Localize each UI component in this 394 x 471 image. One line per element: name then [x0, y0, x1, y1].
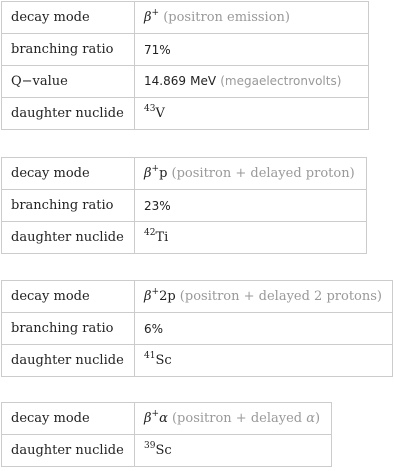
- daughter-nuclide-label: daughter nuclide: [2, 435, 135, 467]
- decay-mode-suffix: 2p: [159, 289, 176, 304]
- table-row: [2, 158, 367, 190]
- q-value-unit-description: (megaelectronvolts): [220, 74, 342, 88]
- table-row: [2, 98, 369, 130]
- branching-ratio-label: branching ratio: [2, 313, 135, 345]
- table-row: [2, 222, 367, 254]
- element-symbol: Sc: [155, 443, 172, 458]
- decay-table-positron-emission: [1, 1, 369, 130]
- mass-number: 41: [144, 351, 156, 361]
- decay-table-positron-delayed-2-protons: [1, 280, 393, 377]
- decay-mode-label: decay mode: [2, 2, 135, 34]
- q-value-label: Q−value: [2, 66, 135, 98]
- daughter-nuclide-value: [135, 345, 393, 377]
- branching-ratio-label: branching ratio: [2, 34, 135, 66]
- decay-mode-label: decay mode: [2, 403, 135, 435]
- decay-table-positron-delayed-alpha: [1, 402, 332, 467]
- daughter-nuclide-label: daughter nuclide: [2, 345, 135, 377]
- decay-mode-value: [135, 403, 332, 435]
- beta-symbol: β: [144, 10, 152, 25]
- branching-ratio-label: branching ratio: [2, 190, 135, 222]
- decay-mode-description: (positron + delayed 2 protons): [179, 289, 382, 304]
- mass-number: 42: [144, 228, 156, 238]
- decay-mode-label: decay mode: [2, 158, 135, 190]
- daughter-nuclide-value: [135, 435, 332, 467]
- decay-mode-value: [135, 158, 367, 190]
- table-row: [2, 403, 332, 435]
- plus-superscript: +: [151, 409, 160, 419]
- beta-symbol: β: [144, 166, 152, 181]
- table-row: [2, 281, 393, 313]
- plus-superscript: +: [151, 8, 160, 18]
- table-row: [2, 345, 393, 377]
- q-value-unit: MeV: [190, 74, 217, 88]
- decay-mode-description-text: (positron + delayed: [171, 411, 303, 426]
- daughter-nuclide-value: [135, 222, 367, 254]
- branching-ratio-value: 6%: [135, 313, 393, 345]
- table-row: [2, 313, 393, 345]
- daughter-nuclide-value: [135, 98, 369, 130]
- decay-mode-label: decay mode: [2, 281, 135, 313]
- mass-number: 43: [144, 104, 156, 114]
- element-symbol: Ti: [155, 230, 169, 245]
- element-symbol: V: [155, 106, 165, 121]
- plus-superscript: +: [151, 164, 160, 174]
- branching-ratio-value: 71%: [135, 34, 369, 66]
- table-row: [2, 435, 332, 467]
- decay-mode-suffix: α: [159, 411, 168, 426]
- mass-number: 39: [144, 441, 156, 451]
- table-row: [2, 190, 367, 222]
- alpha-symbol: α: [306, 411, 316, 426]
- decay-mode-description: (positron + delayed proton): [171, 166, 355, 181]
- daughter-nuclide-label: daughter nuclide: [2, 98, 135, 130]
- daughter-nuclide-label: daughter nuclide: [2, 222, 135, 254]
- element-symbol: Sc: [155, 353, 172, 368]
- decay-mode-value: [135, 281, 393, 313]
- decay-mode-description-close: ): [315, 411, 321, 426]
- decay-mode-description: [172, 411, 320, 426]
- table-row: [2, 34, 369, 66]
- table-row: [2, 66, 369, 98]
- q-value-number: 14.869: [144, 74, 186, 88]
- decay-mode-value: [135, 2, 369, 34]
- plus-superscript: +: [151, 287, 160, 297]
- branching-ratio-value: 23%: [135, 190, 367, 222]
- decay-mode-description: (positron emission): [163, 10, 290, 25]
- decay-mode-suffix: p: [159, 166, 168, 181]
- decay-table-positron-delayed-proton: [1, 157, 367, 254]
- q-value-cell: [135, 66, 369, 98]
- beta-symbol: β: [144, 411, 152, 426]
- table-row: [2, 2, 369, 34]
- beta-symbol: β: [144, 289, 152, 304]
